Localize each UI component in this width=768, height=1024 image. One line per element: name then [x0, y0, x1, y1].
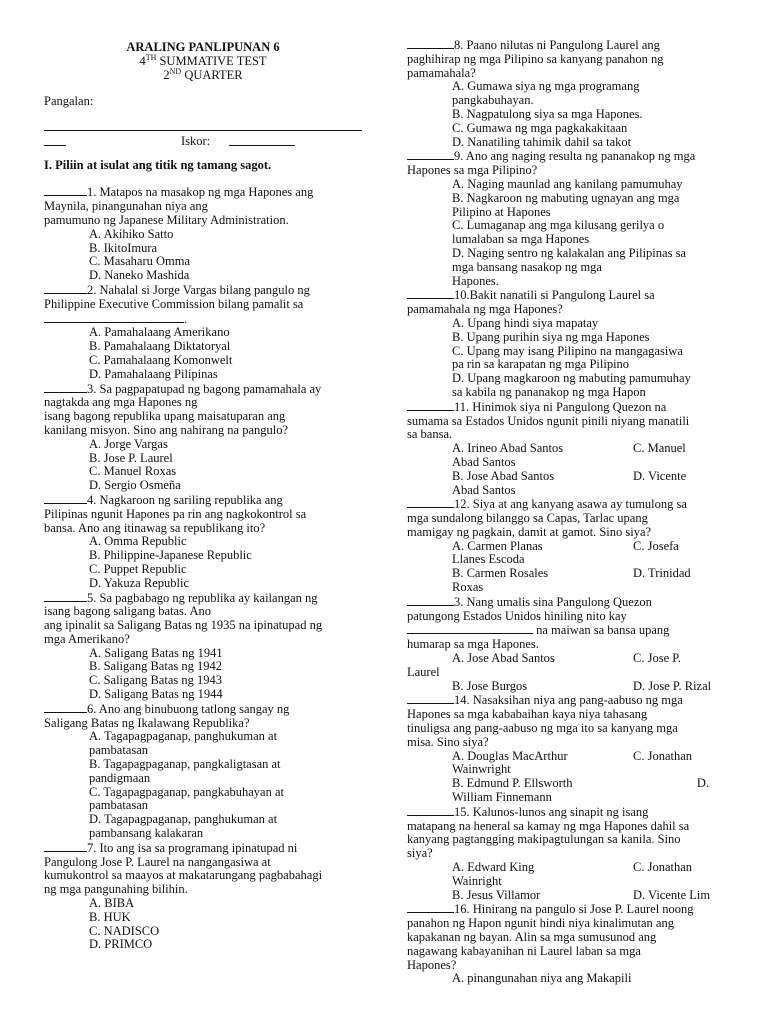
name-label: Pangalan: — [44, 94, 94, 108]
choice-d: D. Pamahalaang Pilipinas — [89, 366, 218, 381]
answer-blank[interactable] — [44, 382, 87, 393]
choice-d: D. Naging sentro ng kalakalan ang Pilipinas sa — [452, 245, 686, 260]
question-text: mga Amerikano? — [44, 631, 130, 646]
question-10 — [407, 288, 729, 399]
choice-b: B. Jose P. Laurel — [89, 450, 173, 465]
choice-d: D. Jose P. Rizal — [633, 678, 712, 693]
test-title — [44, 54, 362, 68]
question-text: 1. Matapos na masakop ng mga Hapones ang — [87, 185, 314, 200]
choice-d: D. Vicente Lim — [633, 887, 711, 902]
name-field-end[interactable] — [44, 135, 66, 146]
choice-c: C. Pamahalaang Komonwelt — [89, 352, 233, 367]
answer-blank[interactable] — [407, 693, 454, 704]
choice-a: A. Irineo Abad Santos — [452, 441, 564, 456]
choice-d: D. Vicente — [633, 468, 687, 483]
name-field[interactable] — [44, 120, 362, 135]
test-ordinal: TH — [145, 52, 157, 62]
question-text: misa. Sino siya? — [407, 734, 489, 749]
question-text: 10.Bakit nanatili si Pangulong Laurel sa — [454, 288, 655, 303]
question-text: 11. Hinimok siya ni Pangulong Quezon na — [454, 399, 667, 414]
quarter-number: 2 — [163, 68, 170, 82]
answer-blank[interactable] — [44, 841, 87, 852]
answer-blank[interactable] — [407, 902, 454, 913]
question-8 — [407, 38, 729, 149]
question-text: patungong Estados Unidos hiniling nito kay — [407, 608, 627, 623]
fill-blank[interactable] — [44, 312, 184, 323]
question-text: 7. Ito ang isa sa programang ipinatupad ni — [87, 840, 298, 855]
answer-blank[interactable] — [44, 185, 87, 196]
choice-a: A. Carmen Planas — [452, 538, 543, 553]
question-text: 9. Ano ang naging resulta ng pananakop ng mga — [454, 149, 696, 164]
question-15 — [407, 805, 729, 903]
question-text: Maynila, pinangunahan niya ang — [44, 199, 208, 214]
question-11 — [407, 400, 729, 498]
subject-title: ARALING PANLIPUNAN 6 — [126, 40, 280, 54]
question-text: Saligang Batas ng Ikalawang Republika? — [44, 715, 250, 730]
question-text: 15. Kalunos-lunos ang sinapit ng isang — [454, 804, 649, 819]
choice-cont: Wainwright — [452, 762, 511, 777]
choice-b: B. Jesus Villamor — [452, 887, 541, 902]
choice-c: C. Josefa — [633, 538, 679, 553]
choice-cont: Roxas — [452, 580, 484, 595]
question-text: Pangulong Jose P. Laurel na nangangasiwa at — [44, 854, 271, 869]
choice-a: A. BIBA — [89, 896, 135, 911]
choice-a: A. Jose Abad Santos — [452, 651, 555, 666]
quarter-ordinal: ND — [169, 66, 182, 76]
choice-c: C. Manuel — [633, 441, 686, 456]
choice-c: C. Puppet Republic — [89, 561, 187, 576]
choice-c-cont: pambatasan — [89, 798, 149, 813]
question-text: siya? — [407, 846, 433, 861]
choice-b-cont: pandigmaan — [89, 770, 151, 785]
choice-b: B. Upang purihin siya ng mga Hapones — [452, 329, 650, 344]
choice-c: C. Manuel Roxas — [89, 464, 177, 479]
choice-b: B. Jose Abad Santos — [452, 468, 555, 483]
answer-blank[interactable] — [407, 149, 454, 160]
choice-b-cont: Pilipino at Hapones — [452, 204, 551, 219]
choice-row — [407, 442, 729, 456]
choice-c: C. Upang may isang Pilipino na mangagasiwa — [452, 343, 683, 358]
answer-blank[interactable] — [407, 288, 454, 299]
question-text: ng mga pangunahing bilihin. — [44, 882, 188, 897]
choice-a: A. Douglas MacArthur — [452, 748, 568, 763]
choice-d: D. Naneko Mashida — [89, 268, 190, 283]
choice-a: A. Jorge Vargas — [89, 436, 168, 451]
choice-row — [407, 861, 729, 875]
test-label: SUMMATIVE TEST — [156, 54, 267, 68]
question-text: pamamahala? — [407, 65, 476, 80]
choice-a: A. Saligang Batas ng 1941 — [89, 645, 223, 660]
choice-d: D. — [696, 776, 709, 791]
choice-d: D. Saligang Batas ng 1944 — [89, 687, 223, 702]
choice-b: B. Jose Burgos — [452, 678, 528, 693]
question-text: 5. Sa pagbabago ng republika ay kailangan ng — [87, 590, 318, 605]
choice-c: C. NADISCO — [89, 923, 160, 938]
answer-blank[interactable] — [407, 497, 454, 508]
choice-c: C. Jonathan — [633, 748, 693, 763]
question-text: 12. Siya at ang kanyang asawa ay tumulong sa — [454, 497, 687, 512]
question-text: 8. Paano nilutas ni Pangulong Laurel ang — [454, 38, 660, 52]
choice-a: A. Gumawa siya ng mga programang — [452, 79, 640, 94]
question-text: 16. Hinirang na pangulo si Jose P. Laurel noong — [454, 902, 694, 917]
choice-row — [407, 750, 729, 764]
question-text: humarap sa mga Hapones. — [407, 637, 539, 652]
answer-blank[interactable] — [44, 283, 87, 294]
question-text: nagtakda ang mga Hapones ng — [44, 395, 198, 410]
choice-row — [407, 652, 729, 666]
choice-b: B. Philippine-Japanese Republic — [89, 548, 252, 563]
question-16 — [407, 902, 729, 986]
choice-d: D. Trinidad — [633, 566, 691, 581]
question-14 — [407, 693, 729, 804]
question-text: tinuligsa ang pang-aabuso ng mga ito sa kanyang mga — [407, 721, 678, 736]
choice-c: C. Gumawa ng mga pagkakakitaan — [452, 120, 628, 135]
question-text: . — [184, 311, 188, 326]
choice-c: C. Masaharu Omma — [89, 254, 191, 269]
choice-a: A. Naging maunlad ang kanilang pamumuhay — [452, 176, 683, 191]
choice-c-cont: pa rin sa karapatan ng mga Pilipino — [452, 357, 630, 372]
question-text: nagawang kabayanihan ni Laurel laban sa mga — [407, 943, 641, 958]
question-text: kapakanan ng bayan. Alin sa mga sumusunod ang — [407, 930, 657, 944]
question-text: Pilipinas ngunit Hapones pa rin ang nagkokontrol sa — [44, 506, 307, 521]
question-text: Hapones sa mga kababaihan kaya niya tahasang — [407, 707, 648, 722]
question-text: Hapones sa mga Pilipino? — [407, 163, 538, 178]
question-text: 2. Nahalal si Jorge Vargas bilang pangulo ng — [87, 282, 310, 297]
test-number: 4 — [139, 54, 146, 68]
score-field[interactable] — [229, 135, 295, 146]
choice-a-cont: pangkabuhayan. — [452, 93, 534, 108]
choice-row — [407, 470, 729, 484]
question-text: kanilang misyon. Sino ang nahirang na pangulo? — [44, 422, 289, 437]
choice-a: A. pinangunahan niya ang Makapili — [452, 971, 632, 986]
choice-d-cont: sa kabila ng pananakop ng mga Hapon — [452, 384, 646, 399]
choice-cont: Abad Santos — [452, 482, 516, 497]
choice-b: B. Nagkaroon ng mabuting ugnayan ang mga — [452, 190, 680, 205]
choice-row — [407, 889, 729, 903]
question-text: isang bagong saligang batas. Ano — [44, 604, 211, 619]
question-text: mamigay ng pagkain, damit at gamot. Sino siya? — [407, 524, 652, 539]
test-header — [44, 40, 362, 82]
question-text: ang ipinalit sa Saligang Batas ng 1935 na ipinatupad ng — [44, 618, 323, 633]
question-text: Philippine Executive Commission bilang pamalit sa — [44, 296, 304, 311]
choice-c: C. Saligang Batas ng 1943 — [89, 673, 222, 688]
answer-blank[interactable] — [407, 805, 454, 816]
choice-a: A. Edward King — [452, 860, 535, 875]
quarter-label: QUARTER — [181, 68, 243, 82]
question-4 — [44, 493, 362, 591]
question-text: pamumuno ng Japanese Military Administration. — [44, 212, 289, 227]
question-text: 3. Sa pagpapatupad ng bagong pamamahala ay — [87, 381, 322, 396]
choice-row — [407, 540, 729, 554]
choice-cont: Llanes Escoda — [452, 552, 525, 567]
choice-a: A. Akihiko Satto — [89, 226, 174, 241]
question-12 — [407, 497, 729, 595]
choice-b: B. Carmen Rosales — [452, 566, 549, 581]
choice-c: C. Lumaganap ang mga kilusang gerilya o — [452, 218, 665, 233]
choice-cont: Abad Santos — [452, 454, 516, 469]
question-text: bansa. Ano ang itinawag sa republikang ito? — [44, 520, 266, 535]
choice-d: D. PRIMCO — [89, 937, 153, 952]
choice-cont: Wainright — [452, 873, 502, 888]
left-column — [44, 0, 362, 952]
answer-blank[interactable] — [44, 591, 87, 602]
choice-d: D. Sergio Osmeña — [89, 478, 181, 493]
question-text: 6. Ano ang binubuong tatlong sangay ng — [87, 701, 290, 716]
choice-cont: William Finnemann — [452, 790, 552, 805]
choice-c: C. Jonathan — [633, 860, 693, 875]
answer-blank[interactable] — [44, 702, 87, 713]
score-row — [44, 135, 362, 149]
choice-d: D. Tagapagpaganap, panghukuman at — [89, 812, 278, 827]
choice-row — [407, 680, 729, 694]
answer-blank[interactable] — [407, 595, 454, 606]
question-text: kanyang pagtangging makipagtulungan sa kanila. Sino — [407, 832, 681, 847]
question-text: 3. Nang umalis sina Pangulong Quezon — [454, 594, 652, 609]
score-label: Iskor: — [181, 133, 211, 148]
choice-a: A. Tagapagpaganap, panghukuman at — [89, 729, 278, 744]
choice-c: C. Jose P. — [633, 651, 681, 666]
choice-d: D. Yakuza Republic — [89, 575, 189, 590]
choice-row — [407, 567, 729, 581]
question-text: Hapones? — [407, 957, 457, 972]
fill-blank[interactable] — [407, 623, 533, 634]
choice-d-cont: mga bansang nasakop ng mga — [452, 259, 602, 274]
question-text: mga sundalong bilanggo sa Capas, Tarlac upang — [407, 511, 648, 526]
choice-b: B. Tagapagpaganap, pangkaligtasan at — [89, 757, 281, 772]
choice-c: C. Tagapagpaganap, pangkabuhayan at — [89, 784, 285, 799]
choice-a: A. Pamahalaang Amerikano — [89, 325, 230, 340]
question-6 — [44, 702, 362, 841]
question-text: isang bagong republika upang maisatuparan ang — [44, 409, 286, 424]
question-2 — [44, 283, 362, 382]
question-3 — [44, 382, 362, 493]
choice-c-cont: Laurel — [407, 664, 440, 679]
question-text: sa bansa. — [407, 427, 453, 442]
choice-d-cont: Hapones. — [452, 273, 499, 288]
choice-b: B. Edmund P. Ellsworth — [452, 776, 573, 791]
choice-a: A. Omma Republic — [89, 534, 187, 549]
question-text: sumama sa Estados Unidos ngunit pinili niyang manatili — [407, 413, 690, 428]
answer-blank[interactable] — [407, 38, 454, 49]
choice-d: D. Upang magkaroon ng mabuting pamumuhay — [452, 371, 691, 386]
question-text: paghihirap ng mga Pilipino sa kanyang panahon ng — [407, 51, 664, 66]
choice-a-cont: pambatasan — [89, 743, 149, 758]
choice-b: B. Nagpatulong siya sa mga Hapones. — [452, 106, 643, 121]
choice-d: D. Nanatiling tahimik dahil sa takot — [452, 134, 632, 149]
question-text: matapang na heneral sa kamay ng mga Hapones dahil sa — [407, 818, 690, 833]
right-column — [407, 0, 729, 986]
choice-b: B. Pamahalaang Diktatoryal — [89, 339, 231, 354]
question-9 — [407, 149, 729, 288]
choice-c-cont: lumalaban sa mga Hapones — [452, 232, 590, 247]
question-5 — [44, 591, 362, 702]
question-text: 4. Nagkaroon ng sariling republika ang — [87, 492, 283, 507]
question-text: pamamahala ng mga Hapones? — [407, 302, 563, 317]
question-1 — [44, 185, 362, 283]
answer-blank[interactable] — [407, 400, 454, 411]
choice-b: B. Saligang Batas ng 1942 — [89, 659, 222, 674]
question-7 — [44, 841, 362, 952]
choice-a: A. Upang hindi siya mapatay — [452, 315, 599, 330]
choice-b: B. IkitoImura — [89, 240, 158, 255]
choice-b: B. HUK — [89, 909, 131, 924]
question-text: na maiwan sa bansa upang — [536, 623, 670, 638]
choice-row — [407, 777, 729, 791]
quarter-title — [44, 68, 362, 82]
choice-d-cont: pambansang kalakaran — [89, 826, 204, 841]
question-text: 14. Nasaksihan niya ang pang-aabuso ng mga — [454, 693, 683, 708]
question-text: kumukontrol sa maayos at makatarungang pagbabahagi — [44, 868, 323, 883]
question-text: panahon ng Hapon ngunit hindi niya kinalimutan ang — [407, 916, 674, 931]
answer-blank[interactable] — [44, 493, 87, 504]
section-instruction: I. Piliin at isulat ang titik ng tamang sagot. — [44, 157, 272, 172]
question-13 — [407, 595, 729, 694]
